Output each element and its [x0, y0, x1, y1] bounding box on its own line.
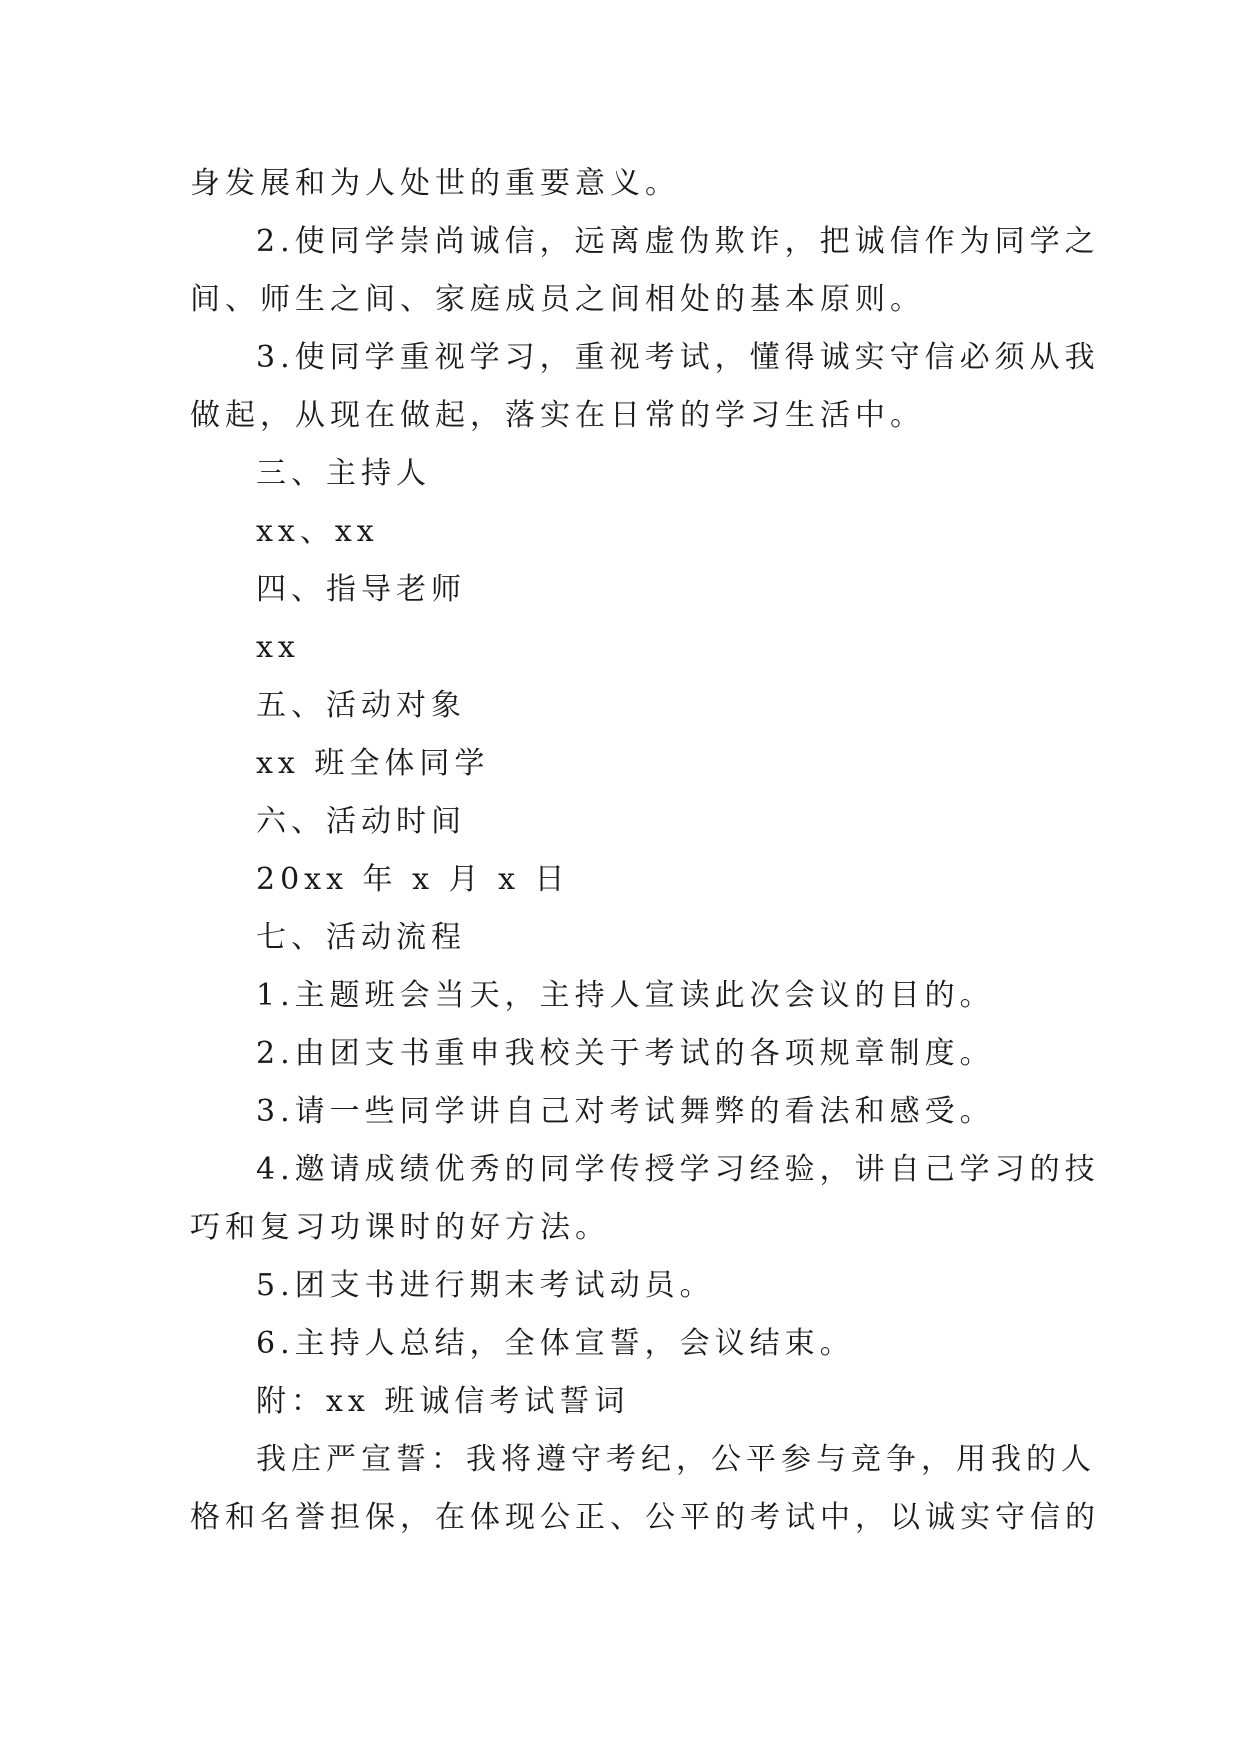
section-heading: 五、活动对象 [256, 688, 466, 723]
list-item: 2.由团支书重申我校关于考试的各项规章制度。 [256, 1036, 995, 1071]
paragraph-line: 我庄严宣誓：我将遵守考纪，公平参与竞争，用我的人 [256, 1442, 1096, 1477]
paragraph-line: xx [256, 630, 300, 665]
paragraph-line: xx 班全体同学 [256, 746, 490, 781]
list-item: 5.团支书进行期末考试动员。 [256, 1268, 715, 1303]
section-heading: 三、主持人 [256, 456, 431, 491]
list-item: 1.主题班会当天，主持人宣读此次会议的目的。 [256, 978, 995, 1013]
paragraph-line: 身发展和为人处世的重要意义。 [190, 166, 680, 201]
list-item: 4.邀请成绩优秀的同学传授学习经验，讲自己学习的技 [256, 1152, 1100, 1187]
paragraph-line: 20xx 年 x 月 x 日 [256, 862, 570, 897]
appendix-heading: 附：xx 班诚信考试誓词 [256, 1384, 630, 1419]
paragraph-line: 做起，从现在做起，落实在日常的学习生活中。 [190, 398, 925, 433]
paragraph-line: 格和名誉担保，在体现公正、公平的考试中，以诚实守信的 [190, 1500, 1100, 1535]
paragraph-line: xx、xx [256, 514, 379, 549]
section-heading: 七、活动流程 [256, 920, 466, 955]
paragraph-line: 2.使同学崇尚诚信，远离虚伪欺诈，把诚信作为同学之 [256, 224, 1100, 259]
list-item: 6.主持人总结，全体宣誓，会议结束。 [256, 1326, 855, 1361]
list-item: 3.请一些同学讲自己对考试舞弊的看法和感受。 [256, 1094, 995, 1129]
section-heading: 四、指导老师 [256, 572, 466, 607]
section-heading: 六、活动时间 [256, 804, 466, 839]
paragraph-line: 3.使同学重视学习，重视考试，懂得诚实守信必须从我 [256, 340, 1100, 375]
paragraph-line: 间、师生之间、家庭成员之间相处的基本原则。 [190, 282, 925, 317]
paragraph-line: 巧和复习功课时的好方法。 [190, 1210, 610, 1245]
